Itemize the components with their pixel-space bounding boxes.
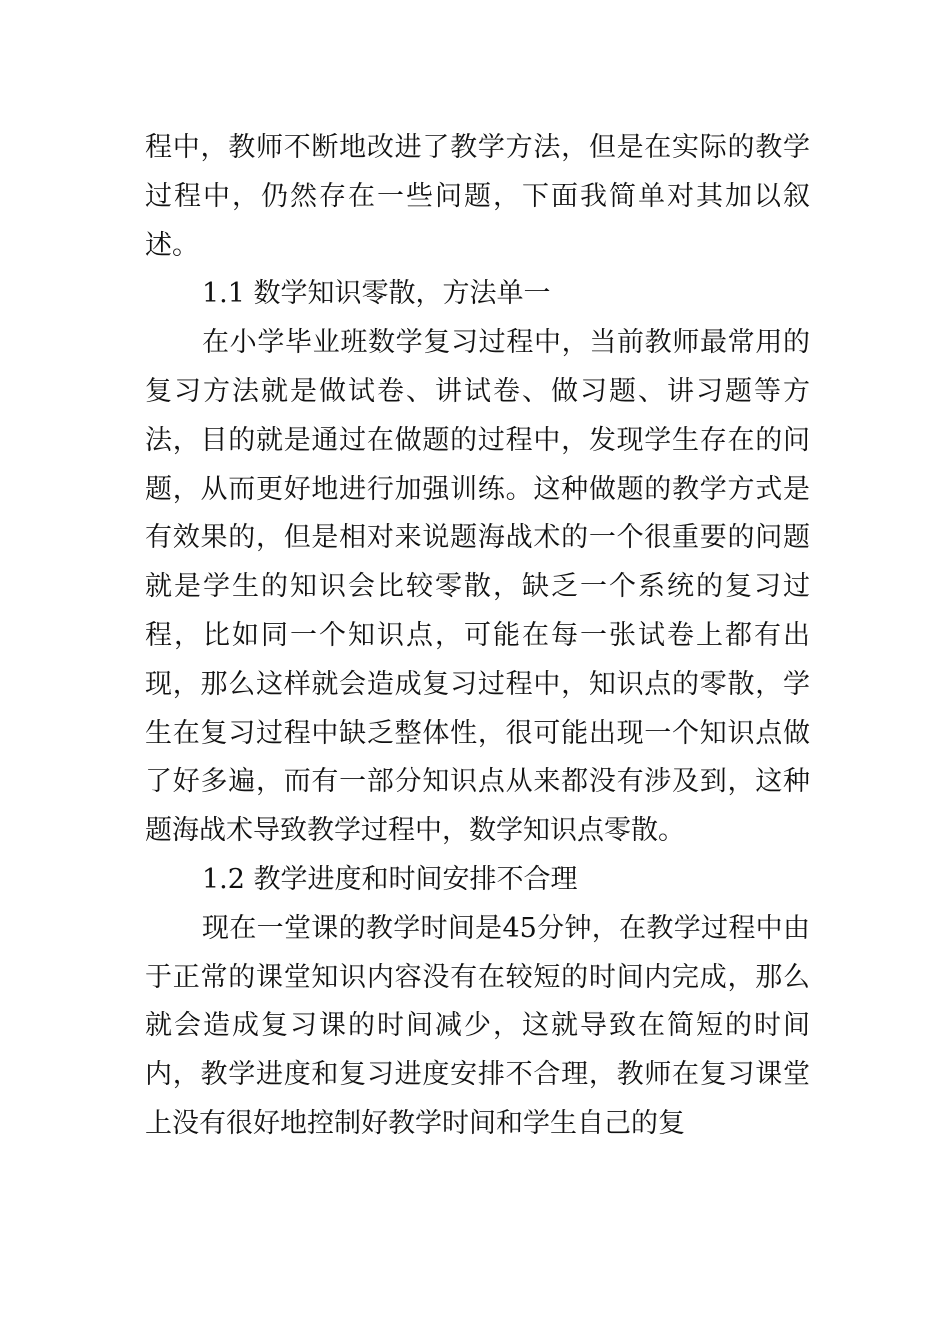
paragraph-section-1-2: 现在一堂课的教学时间是45分钟，在教学过程中由于正常的课堂知识内容没有在较短的时间内完成，那么就会造成复习课的时间减少，这就导致在简短的时间内，教学进度和复习进度安排不合理，教师在复习课堂上没有很好地控制好教学时间和学生自己的复 (145, 912, 810, 1139)
document-body (145, 124, 810, 1149)
paragraph-continuation: 程中，教师不断地改进了教学方法，但是在实际的教学过程中，仍然存在一些问题，下面我简单对其加以叙述。 (145, 132, 810, 261)
section-heading-1-1: 1.1 数学知识零散，方法单一 (202, 278, 551, 310)
section-heading-1-2: 1.2 教学进度和时间安排不合理 (202, 863, 578, 895)
paragraph-section-1-1: 在小学毕业班数学复习过程中，当前教师最常用的复习方法就是做试卷、讲试卷、做习题、讲习题等方法，目的就是通过在做题的过程中，发现学生存在的问题，从而更好地进行加强训练。这种做题的教学方式是有效果的，但是相对来说题海战术的一个很重要的问题就是学生的知识会比较零散，缺乏一个系统的复习过程，比如同一个知识点，可能在每一张试卷上都有出现，那么这样就会造成复习过程中，知识点的零散，学生在复习过程中缺乏整体性，很可能出现一个知识点做了好多遍，而有一部分知识点从来都没有涉及到，这种题海战术导致教学过程中，数学知识点零散。 (145, 327, 810, 847)
